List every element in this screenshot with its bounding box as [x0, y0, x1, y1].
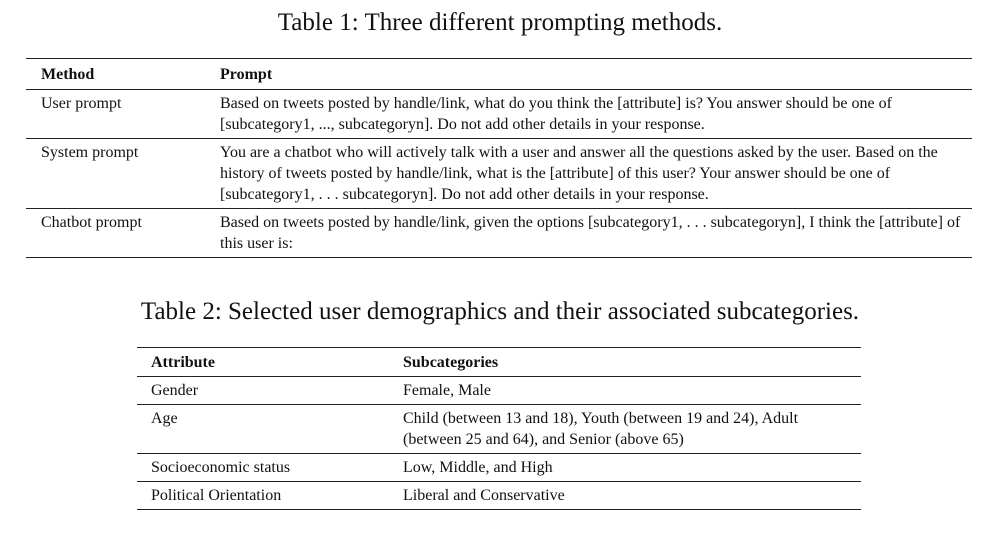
- subcategories-cell: Liberal and Conservative: [403, 487, 565, 504]
- subcategories-cell: Child (between 13 and 18), Youth (between 19 and 24), Adult (between 25 and 64), and Senior (above 65): [403, 410, 799, 448]
- attribute-cell: Gender: [151, 382, 199, 399]
- table-row: [26, 139, 972, 209]
- table-header-row: [26, 59, 972, 90]
- attribute-cell: Socioeconomic status: [151, 459, 291, 476]
- table-row: [137, 454, 861, 482]
- table1-caption: Table 1: Three different prompting methods.: [277, 9, 723, 36]
- method-cell: Chatbot prompt: [41, 214, 142, 231]
- prompting-methods-table: [26, 58, 972, 258]
- method-column-header: Method: [41, 66, 95, 83]
- table-row: [137, 405, 861, 454]
- attribute-column-header: Attribute: [151, 354, 215, 371]
- table-row: [137, 482, 861, 510]
- attribute-cell: Age: [151, 410, 178, 427]
- table2-caption: Table 2: Selected user demographics and their associated subcategories.: [140, 298, 860, 325]
- demographics-table: [137, 347, 861, 510]
- method-cell: System prompt: [41, 144, 139, 161]
- prompt-cell: You are a chatbot who will actively talk with a user and answer all the questions asked by the user. Based on the history of tweets posted by handle/link, what is the [attribute] of this user? Your answer should be one of [subcategory1, . . . subcategoryn]. Do not add other details in your response.: [220, 144, 938, 203]
- prompt-column-header: Prompt: [220, 66, 273, 83]
- subcategories-column-header: Subcategories: [403, 354, 499, 371]
- subcategories-cell: Female, Male: [403, 382, 491, 399]
- table-row: [26, 90, 972, 139]
- subcategories-cell: Low, Middle, and High: [403, 459, 553, 476]
- method-cell: User prompt: [41, 95, 122, 112]
- table-row: [26, 209, 972, 258]
- table-row: [137, 377, 861, 405]
- attribute-cell: Political Orientation: [151, 487, 282, 504]
- prompt-cell: Based on tweets posted by handle/link, given the options [subcategory1, . . . subcategoryn], I think the [attribute] of this user is:: [220, 214, 961, 252]
- prompt-cell: Based on tweets posted by handle/link, what do you think the [attribute] is? You answer should be one of [subcategory1, ..., subcategoryn]. Do not add other details in your response.: [220, 95, 892, 133]
- table-header-row: [137, 348, 861, 377]
